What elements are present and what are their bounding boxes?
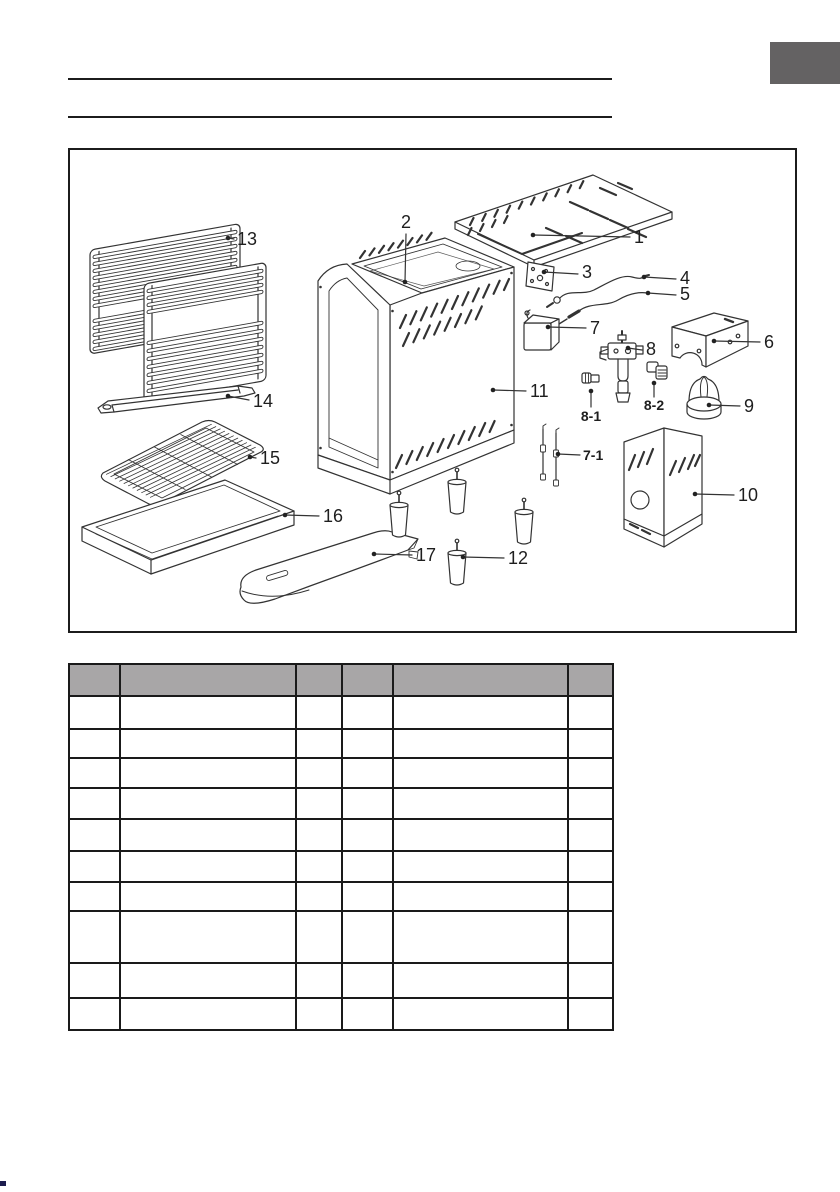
- table-cell: [69, 963, 120, 998]
- table-cell: [296, 963, 342, 998]
- table-cell: [568, 882, 613, 911]
- table-cell: [568, 788, 613, 819]
- callout-label-8: 8: [646, 339, 657, 359]
- table-cell: [393, 998, 568, 1030]
- table-cell: [342, 851, 393, 882]
- callout-label-17: 17: [416, 545, 437, 565]
- callout-label-2: 2: [400, 212, 412, 232]
- exploded-diagram-canvas: [70, 150, 795, 631]
- callout-label-9: 9: [744, 396, 755, 416]
- table-row: [69, 729, 613, 758]
- table-cell: [393, 882, 568, 911]
- table-row: [69, 819, 613, 851]
- part-13-wire-racks: [90, 224, 266, 402]
- table-cell: [568, 729, 613, 758]
- table-cell: [568, 696, 613, 729]
- table-cell: [393, 729, 568, 758]
- callout-label-8-2: 8-2: [643, 397, 665, 413]
- callout-label-11: 11: [530, 381, 549, 401]
- part-8-2-elbow-fitting: [647, 362, 667, 379]
- part-8-gas-valve: [600, 331, 643, 402]
- table-cell: [120, 819, 296, 851]
- table-header-cell: [69, 664, 120, 696]
- table-cell: [342, 963, 393, 998]
- table-row: [69, 998, 613, 1030]
- table-row: [69, 911, 613, 963]
- table-cell: [69, 819, 120, 851]
- table-cell: [342, 911, 393, 963]
- table-cell: [69, 882, 120, 911]
- callout-label-12: 12: [508, 548, 529, 568]
- table-cell: [393, 788, 568, 819]
- part-9-control-knob: [687, 377, 721, 420]
- table-row: [69, 963, 613, 998]
- table-cell: [69, 998, 120, 1030]
- table-cell: [342, 758, 393, 788]
- table-cell: [69, 911, 120, 963]
- part-7-igniter-box: [524, 310, 559, 350]
- table-cell: [69, 851, 120, 882]
- table-cell: [296, 729, 342, 758]
- callout-label-7: 7: [590, 318, 601, 338]
- part-16-drip-tray: [82, 480, 294, 574]
- table-cell: [120, 911, 296, 963]
- table-cell: [393, 911, 568, 963]
- table-header-cell: [568, 664, 613, 696]
- callout-label-1: 1: [634, 227, 645, 247]
- table-cell: [69, 758, 120, 788]
- callout-label-16: 16: [323, 506, 344, 526]
- table-cell: [296, 851, 342, 882]
- header-rule-bottom: [68, 116, 612, 118]
- table-cell: [296, 882, 342, 911]
- table-cell: [568, 758, 613, 788]
- header-rule-top: [68, 78, 612, 80]
- table-cell: [393, 851, 568, 882]
- callout-label-4: 4: [680, 268, 691, 288]
- table-row: [69, 696, 613, 729]
- table-cell: [69, 788, 120, 819]
- table-cell: [568, 851, 613, 882]
- table-cell: [568, 911, 613, 963]
- table-header-row: [69, 664, 613, 696]
- table-cell: [120, 851, 296, 882]
- callout-label-7-1: 7-1: [583, 447, 604, 463]
- table-cell: [120, 696, 296, 729]
- table-cell: [69, 696, 120, 729]
- part-5-thermocouple: [559, 293, 647, 324]
- table-cell: [342, 998, 393, 1030]
- part-3-mounting-plate: [526, 262, 554, 291]
- part-8-1-fitting: [582, 373, 599, 383]
- table-cell: [342, 882, 393, 911]
- page-corner-gray-block: [770, 42, 840, 84]
- table-cell: [296, 788, 342, 819]
- table-cell: [296, 758, 342, 788]
- table-cell: [120, 882, 296, 911]
- table-header-cell: [120, 664, 296, 696]
- callout-label-13: 13: [237, 229, 258, 249]
- table-cell: [393, 696, 568, 729]
- callout-label-14: 14: [253, 391, 274, 411]
- table-cell: [296, 696, 342, 729]
- table-cell: [342, 696, 393, 729]
- part-10-burner-housing: [624, 428, 702, 547]
- exploded-parts-diagram: [68, 148, 797, 633]
- table-header-cell: [393, 664, 568, 696]
- part-6-bracket: [672, 313, 748, 367]
- table-row: [69, 882, 613, 911]
- callout-label-5: 5: [680, 284, 691, 304]
- table-cell: [342, 729, 393, 758]
- table-cell: [568, 998, 613, 1030]
- table-cell: [120, 963, 296, 998]
- table-cell: [120, 758, 296, 788]
- table-cell: [120, 788, 296, 819]
- part-1-top-panel: [455, 175, 672, 267]
- table-cell: [120, 729, 296, 758]
- table-cell: [393, 963, 568, 998]
- table-row: [69, 758, 613, 788]
- part-11-cabinet-body: [318, 233, 514, 494]
- part-4-igniter-wire: [547, 275, 649, 307]
- table-cell: [568, 963, 613, 998]
- table-cell: [120, 998, 296, 1030]
- table-cell: [296, 911, 342, 963]
- table-cell: [69, 729, 120, 758]
- table-header-cell: [296, 664, 342, 696]
- table-cell: [296, 819, 342, 851]
- callout-label-8-1: 8-1: [580, 408, 602, 424]
- part-17-cover-lid: [240, 531, 418, 604]
- parts-table: [68, 663, 614, 1031]
- table-header-cell: [342, 664, 393, 696]
- callout-label-6: 6: [764, 332, 775, 352]
- table-cell: [342, 788, 393, 819]
- table-row: [69, 851, 613, 882]
- table-cell: [296, 998, 342, 1030]
- table-cell: [342, 819, 393, 851]
- table-cell: [393, 819, 568, 851]
- callout-label-10: 10: [738, 485, 759, 505]
- page-edge-print-mark: [0, 1181, 6, 1186]
- table-cell: [393, 758, 568, 788]
- callout-label-15: 15: [260, 448, 281, 468]
- table-cell: [568, 819, 613, 851]
- table-row: [69, 788, 613, 819]
- callout-label-3: 3: [582, 262, 593, 282]
